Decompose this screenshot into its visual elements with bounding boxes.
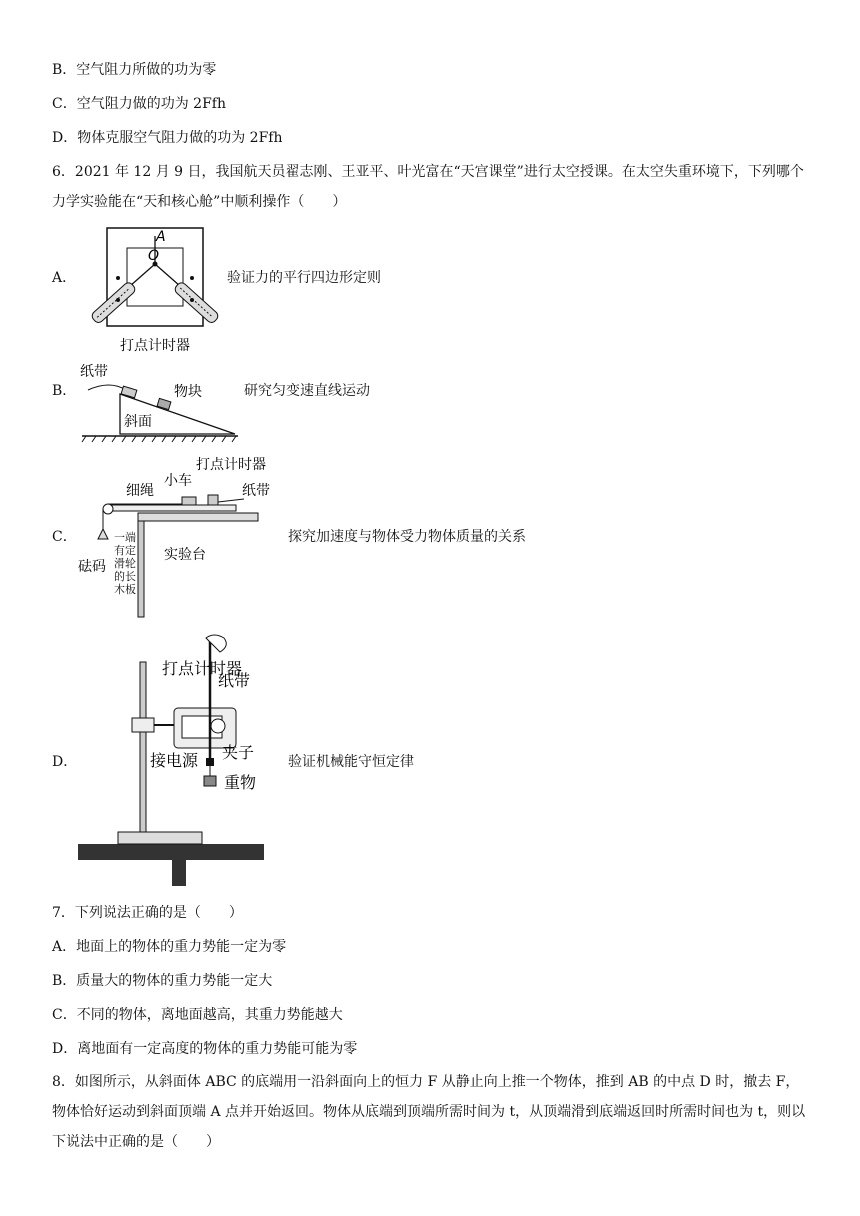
figd-timer-label: 打点计时器 — [162, 659, 243, 678]
figc-timer-label: 打点计时器 — [196, 457, 266, 473]
figd-tape-label: 纸带 — [218, 671, 251, 690]
figc-tape-label: 纸带 — [242, 483, 270, 499]
figb-block-label: 物块 — [174, 384, 202, 400]
q7-option-a: A．地面上的物体的重力势能一定为零 — [52, 939, 287, 955]
figb-timer-label: 打点计时器 — [120, 338, 190, 354]
q6-option-d-caption: 验证机械能守恒定律 — [288, 754, 414, 770]
q6-option-b-caption: 研究匀变速直线运动 — [244, 383, 370, 399]
figd-clip-label: 夹子 — [222, 743, 255, 762]
q6-stem: 6．2021 年 12 月 9 日，我国航天员翟志刚、王亚平、叶光富在“天宫课堂”进行太空授课。在太空失重环境下，下列哪个力学实验能在“天和核心舱”中顺利操作（ ） — [52, 164, 804, 210]
q6-option-b-label: B． — [52, 383, 77, 399]
figure-a-parallelogram — [82, 226, 228, 334]
q6-option-d-label: D． — [52, 754, 78, 770]
point-o-label: O — [148, 248, 160, 264]
figb-tape-label: 纸带 — [80, 364, 108, 380]
figd-weight-label: 重物 — [224, 773, 257, 792]
q8-stem: 8．如图所示，从斜面体 ABC 的底端用一沿斜面向上的恒力 F 从静止向上推一个物体，推到 AB 的中点 D 时，撤去 F，物体恰好运动到斜面顶端 A 点并开始返回。物体从底端到顶端所需时间为 t，从顶端滑到底端返回时所需时间也为 t，则以下说法中正确的是（ ） — [52, 1074, 806, 1150]
q6-option-c-label: C． — [52, 529, 77, 545]
q7-option-c: C．不同的物体，离地面越高，其重力势能越大 — [52, 1007, 343, 1023]
q6-option-a-caption: 验证力的平行四边形定则 — [227, 270, 381, 286]
point-a-label: A — [156, 229, 166, 245]
figc-table-label: 实验台 — [164, 547, 206, 563]
figure-b-incline — [80, 334, 240, 446]
figd-power-label: 接电源 — [150, 751, 199, 770]
figc-board-label: 一端有定滑轮的长木板 — [114, 531, 136, 596]
figure-c-cart — [78, 455, 278, 623]
q5-option-d: D．物体克服空气阻力做的功为 2Ffh — [52, 130, 283, 146]
figc-weight-label: 砝码 — [78, 559, 106, 575]
q6-option-a-label: A． — [52, 270, 77, 286]
q7-option-b: B．质量大的物体的重力势能一定大 — [52, 973, 273, 989]
figure-d-free-fall — [78, 632, 278, 888]
q7-option-d: D．离地面有一定高度的物体的重力势能可能为零 — [52, 1041, 358, 1057]
q6-option-c-caption: 探究加速度与物体受力物体质量的关系 — [288, 529, 526, 545]
figb-slope-label: 斜面 — [124, 414, 152, 430]
q7-stem: 7．下列说法正确的是（ ） — [52, 905, 243, 921]
figc-cart-label: 小车 — [164, 473, 192, 489]
figc-rope-label: 细绳 — [126, 483, 154, 499]
spring-scale-right — [173, 281, 220, 325]
q5-option-c: C．空气阻力做的功为 2Ffh — [52, 96, 226, 112]
q5-option-b: B．空气阻力所做的功为零 — [52, 62, 217, 78]
spring-scale-left — [90, 281, 137, 325]
